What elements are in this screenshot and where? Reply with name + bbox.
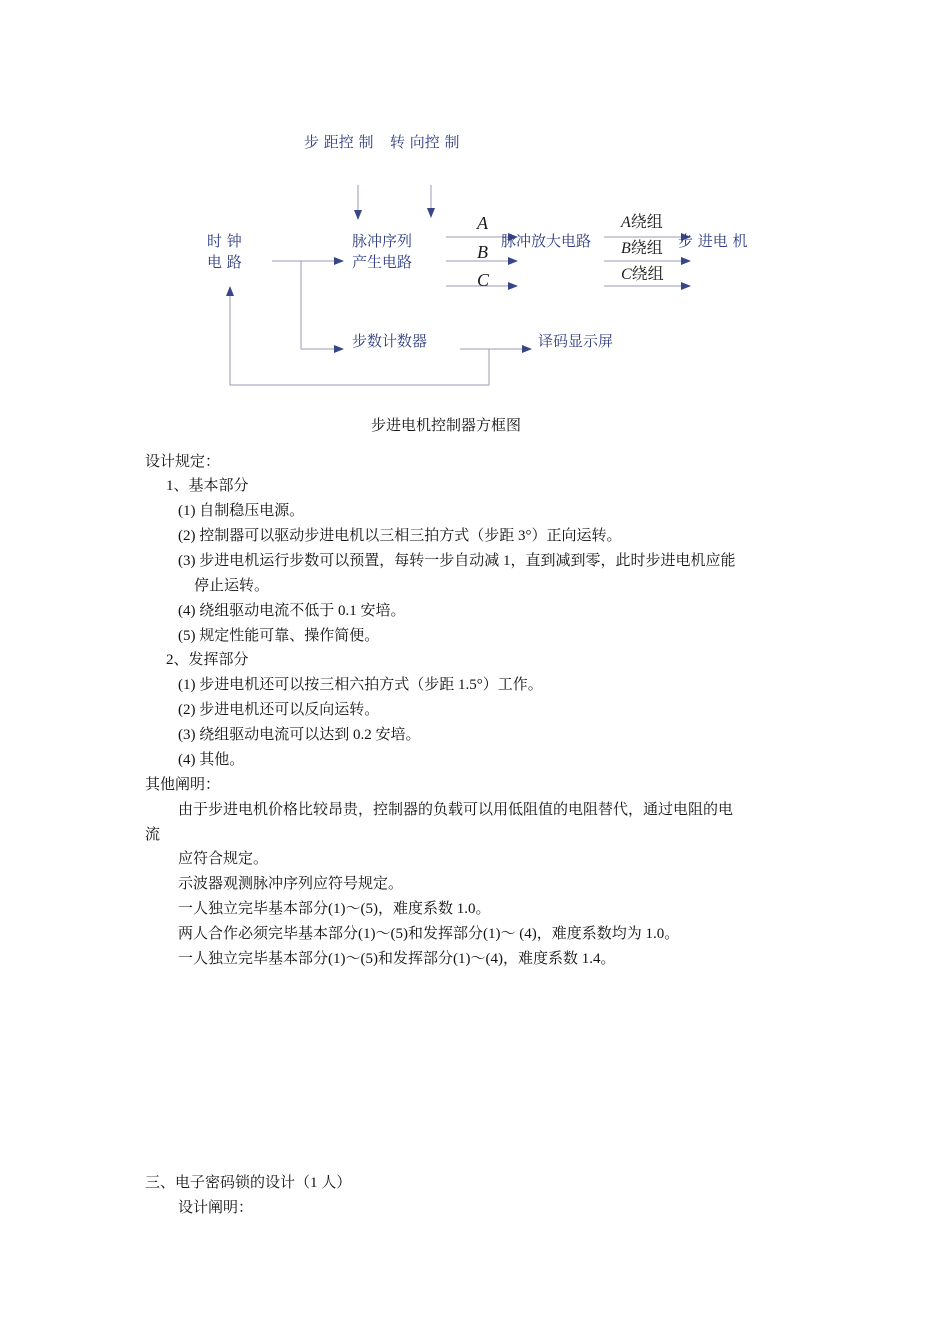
extension-item-2: (2) 步进电机还可以反向运转。 xyxy=(178,702,380,718)
extension-item-1: (1) 步进电机还可以按三相六拍方式（步距 1.5°）工作。 xyxy=(178,677,543,693)
step-control-label: 步 距控 制 xyxy=(304,133,374,151)
clock-label-line2: 电 路 xyxy=(207,253,242,271)
winding-c-label: C绕组 xyxy=(621,266,664,283)
diagram-connectors xyxy=(0,0,950,410)
extension-item-4: (4) 其他。 xyxy=(178,752,245,768)
phase-c-label: C xyxy=(477,270,490,290)
basic-item-1: (1) 自制稳压电源。 xyxy=(178,503,305,519)
other-note-5: 一人独立完毕基本部分(1)～(5)和发挥部分(1)～(4)，难度系数 1.4。 xyxy=(178,951,616,967)
other-note-4: 两人合作必须完毕基本部分(1)～(5)和发挥部分(1)～ (4)，难度系数均为 1.0。 xyxy=(178,926,680,942)
phase-a-label: A xyxy=(477,213,488,233)
winding-b-label: B绕组 xyxy=(621,240,663,257)
phase-b-label: B xyxy=(477,242,488,262)
basic-item-3-cont: 停止运转。 xyxy=(194,578,270,594)
basic-item-3: (3) 步进电机运行步数可以预置，每转一步自动减 1，直到减到零，此时步进电机应能 xyxy=(178,553,736,569)
counter-label: 步数计数器 xyxy=(352,332,428,350)
basic-item-5: (5) 规定性能可靠、操作简便。 xyxy=(178,628,380,644)
other-note-1-cont: 应符合规定。 xyxy=(178,851,269,867)
motor-label: 步 进电 机 xyxy=(678,232,748,250)
requirements-heading: 设计规定： xyxy=(145,454,221,470)
other-note-1: 由于步进电机价格比较昂贵，控制器的负载可以用低阻值的电阻替代，通过电阻的电 xyxy=(178,802,734,818)
extension-item-3: (3) 绕组驱动电流可以达到 0.2 安培。 xyxy=(178,727,421,743)
display-label: 译码显示屏 xyxy=(538,332,614,350)
other-note-1-wrap: 流 xyxy=(145,827,161,843)
pulse-generator-line1: 脉冲序列 xyxy=(352,232,413,250)
basic-item-2: (2) 控制器可以驱动步进电机以三相三拍方式（步距 3°）正向运转。 xyxy=(178,528,622,544)
basic-item-4: (4) 绕组驱动电流不低于 0.1 安培。 xyxy=(178,603,406,619)
pulse-generator-line2: 产生电路 xyxy=(352,253,413,271)
diagram-caption: 步进电机控制器方框图 xyxy=(371,418,522,434)
other-notes-heading: 其他阐明： xyxy=(145,777,221,793)
section-3-subheading: 设计阐明： xyxy=(178,1200,254,1216)
amplifier-label: 脉冲放大电路 xyxy=(501,232,592,250)
other-note-2: 示波器观测脉冲序列应符号规定。 xyxy=(178,876,404,892)
direction-control-label: 转 向控 制 xyxy=(390,133,460,151)
clock-label-line1: 时 钟 xyxy=(207,232,242,250)
winding-a-label: A绕组 xyxy=(621,214,663,231)
extension-part-heading: 2、发挥部分 xyxy=(166,652,249,668)
section-3-heading: 三、电子密码锁的设计（1 人） xyxy=(145,1175,352,1191)
basic-part-heading: 1、基本部分 xyxy=(166,478,249,494)
other-note-3: 一人独立完毕基本部分(1)～(5)，难度系数 1.0。 xyxy=(178,901,491,917)
